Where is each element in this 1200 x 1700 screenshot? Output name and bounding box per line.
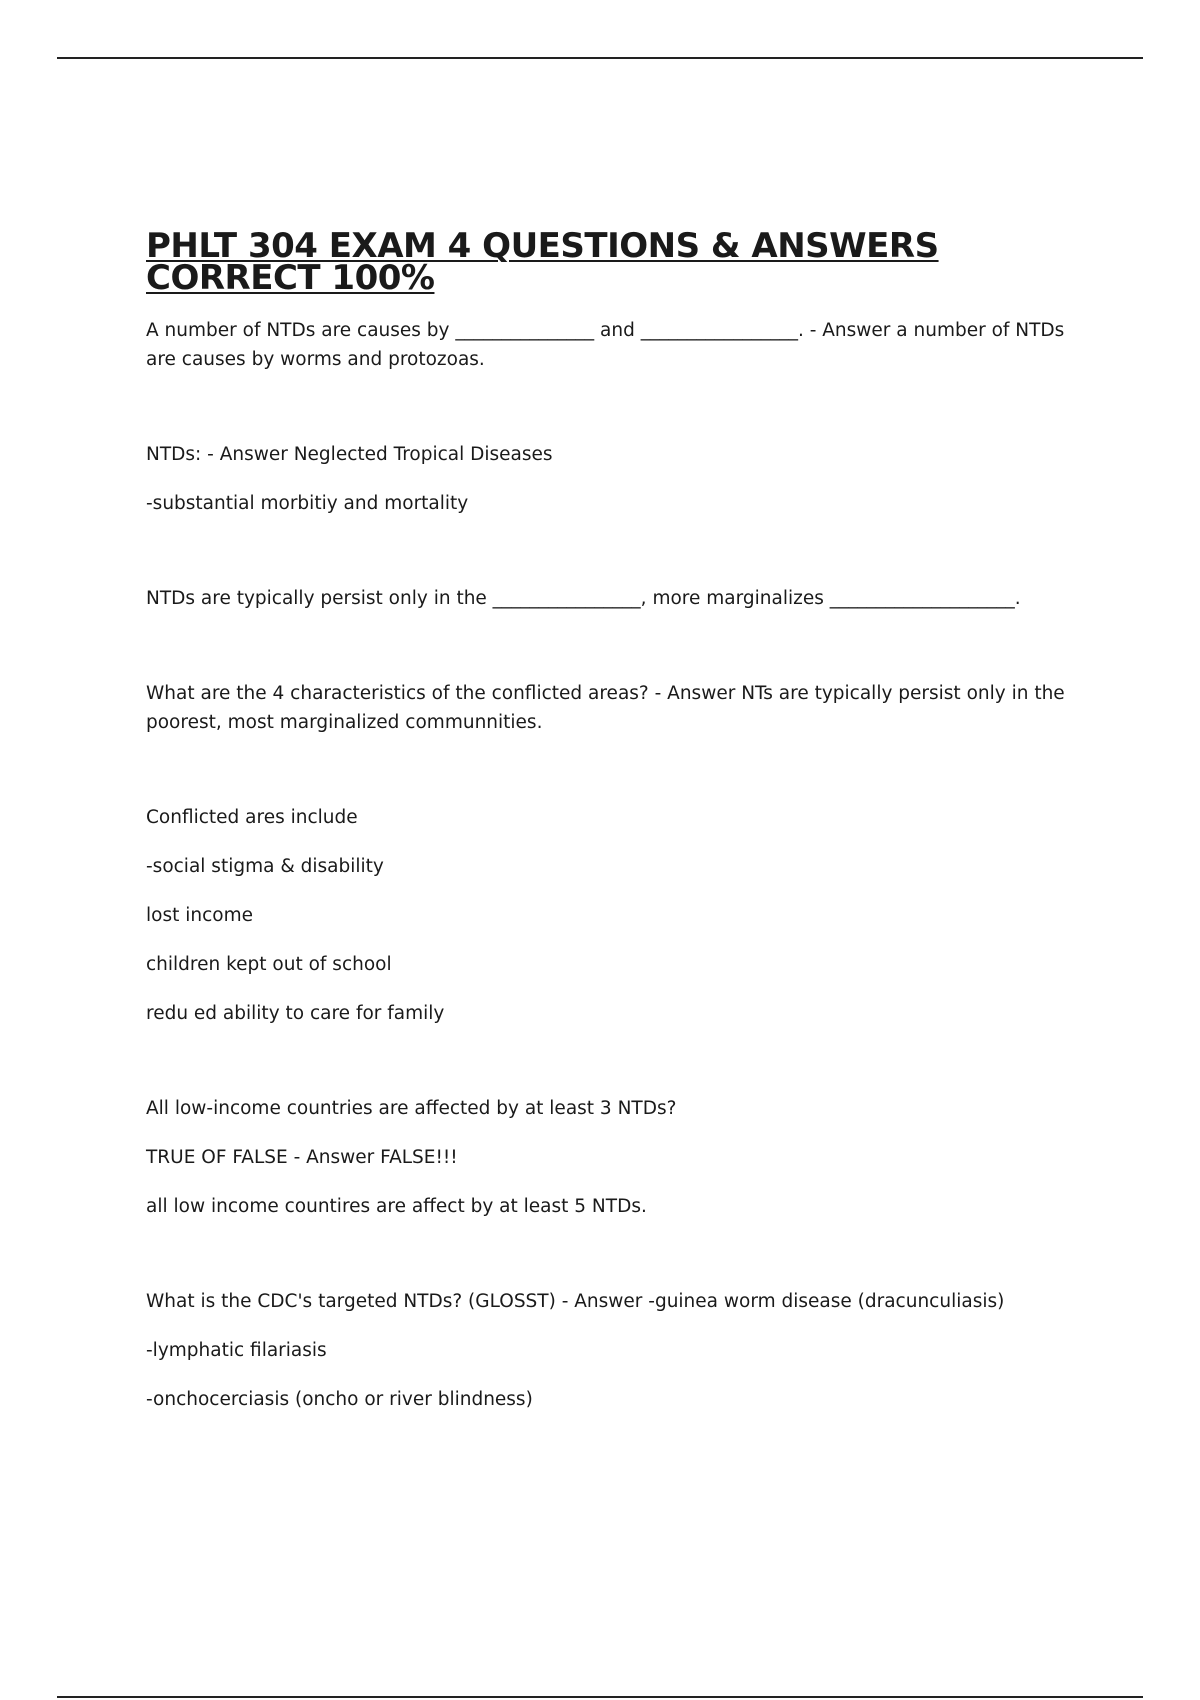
qa-line: -onchocerciasis (oncho or river blindness) <box>146 1389 533 1410</box>
qa-line: lost income <box>146 905 253 926</box>
footer-rule <box>57 1696 1143 1698</box>
qa-line: redu ed ability to care for family <box>146 1003 445 1024</box>
qa-line: Conflicted ares include <box>146 807 358 828</box>
qa-block-7 <box>146 1287 1086 1414</box>
document-body <box>146 226 1086 1414</box>
document-title: PHLT 304 EXAM 4 QUESTIONS & ANSWERS CORRECT 100% <box>146 226 939 298</box>
qa-line: -substantial morbitiy and mortality <box>146 493 469 514</box>
qa-block-2 <box>146 440 1086 518</box>
qa-line: What is the CDC's targeted NTDs? (GLOSST) - Answer -guinea worm disease (dracunculiasis) <box>146 1291 1005 1312</box>
qa-block-4 <box>146 679 1086 737</box>
qa-block-5 <box>146 803 1086 1028</box>
qa-line: -lymphatic filariasis <box>146 1340 327 1361</box>
qa-line: children kept out of school <box>146 954 392 975</box>
qa-block-1 <box>146 316 1086 374</box>
qa-line: all low income countires are affect by at least 5 NTDs. <box>146 1196 647 1217</box>
qa-block-3 <box>146 584 1086 613</box>
header-rule <box>57 57 1143 59</box>
qa-block-6 <box>146 1094 1086 1221</box>
qa-line: NTDs are typically persist only in the ________________, more marginalizes ____________________. <box>146 588 1021 609</box>
qa-line: A number of NTDs are causes by _______________ and _________________. - Answer a number of NTDs are causes by worms and protozoas. <box>146 320 1065 370</box>
qa-line: What are the 4 characteristics of the conflicted areas? - Answer NTs are typically persist only in the poorest, most marginalized communnities. <box>146 683 1065 733</box>
qa-line: -social stigma & disability <box>146 856 384 877</box>
qa-line: NTDs: - Answer Neglected Tropical Diseases <box>146 444 553 465</box>
qa-line: TRUE OF FALSE - Answer FALSE!!! <box>146 1147 458 1168</box>
qa-line: All low-income countries are affected by at least 3 NTDs? <box>146 1098 677 1119</box>
